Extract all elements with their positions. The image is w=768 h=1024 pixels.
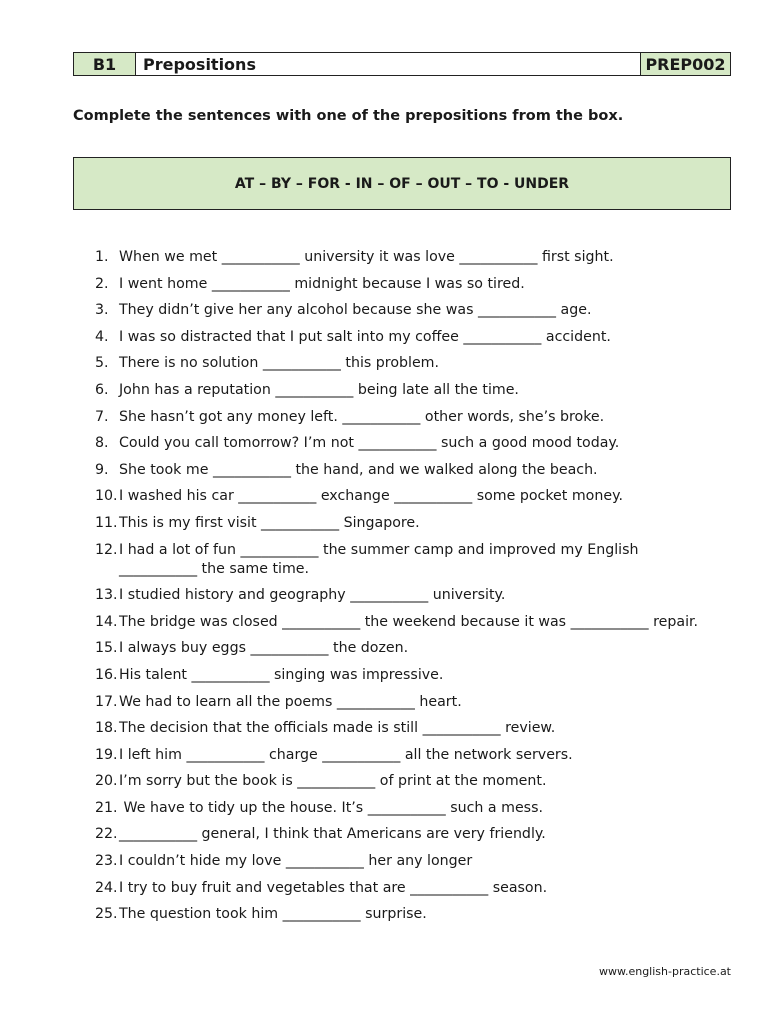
sentence-text: The decision that the officials made is still ___________ review. — [119, 720, 556, 737]
sentence-item — [95, 852, 715, 871]
sentence-number: 24. — [95, 879, 118, 896]
sentence-text: This is my first visit ___________ Singapore. — [119, 514, 420, 531]
sentence-item — [95, 328, 715, 347]
sentence-number: 25. — [95, 906, 118, 923]
sentence-number: 3. — [95, 302, 109, 319]
sentence-text: His talent ___________ singing was impressive. — [119, 666, 444, 683]
sentence-item — [95, 408, 715, 427]
sentence-text: I went home ___________ midnight because I was so tired. — [119, 275, 525, 292]
sentence-text: I left him ___________ charge ___________ all the network servers. — [119, 746, 573, 763]
sentence-number: 22. — [95, 826, 118, 843]
sentence-item — [95, 461, 715, 480]
sentence-number: 1. — [95, 249, 109, 265]
sentence-item — [95, 434, 715, 453]
sentence-number: 20. — [95, 773, 118, 790]
worksheet-title: Prepositions — [136, 53, 641, 75]
sentence-item — [95, 746, 715, 765]
sentence-item — [95, 354, 715, 373]
sentence-number: 2. — [95, 275, 109, 292]
sentence-text: I washed his car ___________ exchange ___________ some pocket money. — [119, 488, 623, 505]
sentence-number: 8. — [95, 435, 109, 452]
sentence-text: Could you call tomorrow? I’m not ___________ such a good mood today. — [119, 435, 620, 452]
instruction-text: Complete the sentences with one of the prepositions from the box. — [73, 108, 624, 124]
sentence-item — [95, 825, 715, 844]
sentence-text: She hasn’t got any money left. ___________ other words, she’s broke. — [119, 408, 605, 425]
sentence-item — [95, 248, 715, 267]
sentence-number: 21. — [95, 799, 118, 816]
sentence-item — [95, 514, 715, 533]
footer-url: www.english-practice.at — [598, 965, 731, 978]
sentence-item — [95, 541, 715, 579]
sentence-text: They didn’t give her any alcohol because she was ___________ age. — [119, 302, 592, 319]
sentence-text: The bridge was closed ___________ the weekend because it was ___________ repair. — [119, 613, 699, 630]
sentence-number: 14. — [95, 613, 118, 630]
sentence-number: 10. — [95, 488, 118, 505]
worksheet-header — [73, 52, 731, 76]
sentence-text: I studied history and geography ___________ university. — [119, 587, 506, 604]
worksheet-code: PREP002 — [641, 53, 730, 75]
sentence-item — [95, 639, 715, 658]
sentence-item — [95, 693, 715, 712]
sentence-item — [95, 666, 715, 685]
sentence-item — [95, 719, 715, 738]
sentence-text: We had to learn all the poems ___________ heart. — [119, 693, 462, 710]
level-cell: B1 — [74, 53, 136, 75]
sentence-item — [95, 586, 715, 605]
sentence-item — [95, 613, 715, 632]
sentence-number: 9. — [95, 461, 109, 478]
sentence-text: We have to tidy up the house. It’s ___________ such a mess. — [119, 799, 543, 816]
sentence-item — [95, 381, 715, 400]
sentence-text: I was so distracted that I put salt into my coffee ___________ accident. — [119, 328, 611, 345]
sentence-text: I had a lot of fun ___________ the summer camp and improved my English ___________ the same time. — [119, 541, 644, 577]
sentence-number: 23. — [95, 853, 118, 870]
sentence-text: I try to buy fruit and vegetables that are ___________ season. — [119, 879, 548, 896]
sentence-number: 17. — [95, 693, 118, 710]
sentence-item — [95, 879, 715, 898]
sentence-item — [95, 905, 715, 924]
sentence-list — [95, 248, 715, 932]
sentence-text: There is no solution ___________ this problem. — [119, 355, 440, 372]
sentence-number: 4. — [95, 328, 109, 345]
sentence-number: 11. — [95, 514, 118, 531]
preposition-box — [73, 157, 731, 210]
sentence-number: 5. — [95, 355, 109, 372]
sentence-number: 15. — [95, 640, 118, 657]
sentence-item — [95, 799, 715, 818]
sentence-text: When we met ___________ university it was love ___________ first sight. — [119, 249, 614, 265]
sentence-text: I’m sorry but the book is ___________ of print at the moment. — [119, 773, 547, 790]
sentence-number: 7. — [95, 408, 109, 425]
sentence-item — [95, 772, 715, 791]
sentence-text: I always buy eggs ___________ the dozen. — [119, 640, 409, 657]
sentence-item — [95, 301, 715, 320]
sentence-text: She took me ___________ the hand, and we walked along the beach. — [119, 461, 598, 478]
sentence-number: 12. — [95, 541, 118, 558]
sentence-number: 18. — [95, 720, 118, 737]
sentence-text: ___________ general, I think that Americans are very friendly. — [119, 826, 546, 843]
sentence-number: 16. — [95, 666, 118, 683]
sentence-text: I couldn’t hide my love ___________ her any longer — [119, 853, 473, 870]
sentence-item — [95, 275, 715, 294]
sentence-text: John has a reputation ___________ being late all the time. — [119, 381, 519, 398]
sentence-item — [95, 487, 715, 506]
sentence-number: 6. — [95, 381, 109, 398]
sentence-number: 13. — [95, 587, 118, 604]
preposition-list: AT – BY – FOR - IN – OF – OUT – TO - UNDER — [234, 175, 570, 192]
sentence-number: 19. — [95, 746, 118, 763]
sentence-text: The question took him ___________ surprise. — [119, 906, 427, 923]
